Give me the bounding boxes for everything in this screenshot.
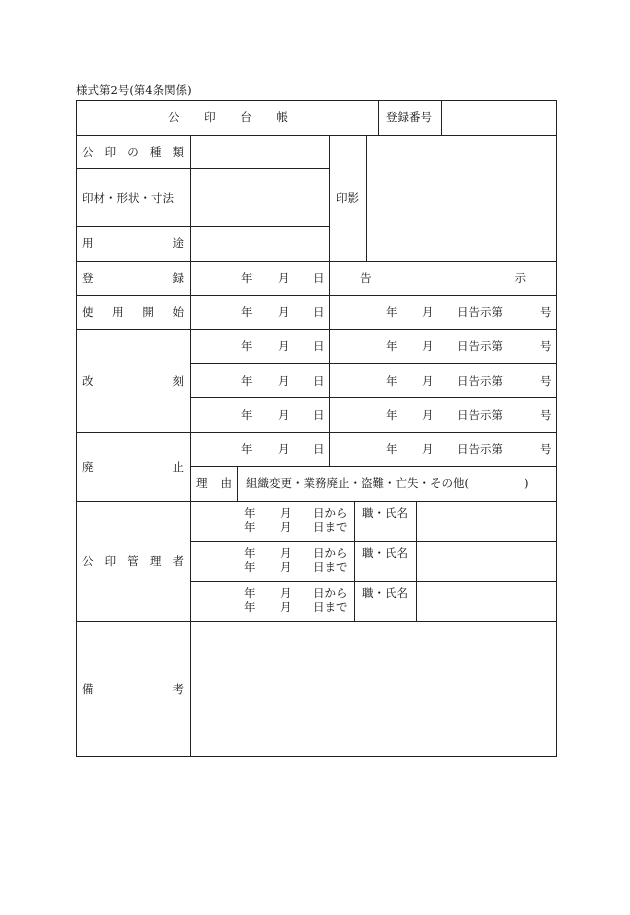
table-border-top [76, 100, 556, 101]
notice-number-suffix: 号 [540, 339, 552, 353]
notice-year: 年 [386, 408, 398, 422]
table-line [416, 501, 417, 621]
notice-month: 月 [422, 305, 434, 319]
abolish-label: 廃 止 [82, 460, 184, 474]
table-line [76, 168, 330, 169]
notice-month: 月 [422, 339, 434, 353]
table-line [190, 466, 556, 467]
recarve-label: 改 刻 [82, 374, 184, 388]
table-line [441, 100, 442, 135]
notice-number-suffix: 号 [540, 374, 552, 388]
from-year: 年 [244, 506, 256, 520]
table-border-right [556, 100, 557, 757]
ledger-title: 公 印 台 帳 [168, 110, 288, 124]
registration-number-label: 登録番号 [386, 110, 432, 124]
notice-year: 年 [386, 442, 398, 456]
table-line [190, 397, 556, 398]
position-name-label: 職・氏名 [362, 506, 408, 520]
date-day: 日 [313, 442, 325, 456]
until-month: 月 [280, 600, 292, 614]
notice-day-label: 日告示第 [457, 408, 503, 422]
table-line [76, 621, 556, 622]
date-year: 年 [241, 408, 253, 422]
table-line [378, 100, 379, 135]
from-month: 月 [280, 546, 292, 560]
date-day: 日 [313, 374, 325, 388]
date-day: 日 [313, 339, 325, 353]
date-month: 月 [278, 271, 290, 285]
notice-year: 年 [386, 305, 398, 319]
date-day: 日 [313, 305, 325, 319]
date-day: 日 [313, 408, 325, 422]
from-day: 日から [313, 506, 348, 520]
form-number: 様式第2号(第4条関係) [76, 83, 192, 97]
position-name-label: 職・氏名 [362, 586, 408, 600]
table-line [76, 295, 556, 296]
notice-month: 月 [422, 374, 434, 388]
material-shape-size-label: 印材・形状・寸法 [82, 191, 174, 205]
seal-manager-label: 公 印 管 理 者 [82, 554, 184, 568]
until-day: 日まで [313, 560, 348, 574]
table-line [366, 135, 367, 261]
date-day: 日 [313, 271, 325, 285]
use-start-label: 使 用 開 始 [82, 305, 184, 319]
registration-label: 登 録 [82, 271, 184, 285]
notice-month: 月 [422, 408, 434, 422]
until-month: 月 [280, 560, 292, 574]
notice-number-suffix: 号 [540, 408, 552, 422]
notice-year: 年 [386, 374, 398, 388]
until-year: 年 [244, 560, 256, 574]
date-month: 月 [278, 339, 290, 353]
table-line [354, 501, 355, 621]
from-year: 年 [244, 546, 256, 560]
seal-type-label: 公 印 の 種 類 [82, 145, 184, 159]
table-line [76, 501, 556, 502]
until-day: 日まで [313, 600, 348, 614]
position-name-label: 職・氏名 [362, 546, 408, 560]
remarks-label: 備 考 [82, 682, 184, 696]
from-year: 年 [244, 586, 256, 600]
table-line [76, 432, 556, 433]
notice-day-label: 日告示第 [457, 305, 503, 319]
table-line [76, 261, 556, 262]
date-month: 月 [278, 442, 290, 456]
reason-close-paren: ) [524, 476, 529, 490]
notice-day-label: 日告示第 [457, 339, 503, 353]
table-line [237, 466, 238, 501]
date-month: 月 [278, 408, 290, 422]
from-month: 月 [280, 586, 292, 600]
date-month: 月 [278, 305, 290, 319]
from-day: 日から [313, 586, 348, 600]
seal-impression-label: 印影 [336, 191, 359, 205]
until-day: 日まで [313, 520, 348, 534]
table-line [76, 226, 330, 227]
until-month: 月 [280, 520, 292, 534]
usage-label: 用 途 [82, 236, 184, 250]
table-border-bottom [76, 756, 557, 757]
notice-label: 告 示 [360, 271, 526, 285]
notice-year: 年 [386, 339, 398, 353]
notice-number-suffix: 号 [540, 305, 552, 319]
reason-options: 組織変更・業務廃止・盗難・亡失・その他( [246, 476, 469, 490]
reason-label: 理 由 [196, 476, 232, 490]
date-year: 年 [241, 374, 253, 388]
notice-month: 月 [422, 442, 434, 456]
table-border-left [76, 100, 77, 757]
notice-day-label: 日告示第 [457, 442, 503, 456]
table-line [190, 135, 191, 757]
date-year: 年 [241, 339, 253, 353]
notice-day-label: 日告示第 [457, 374, 503, 388]
from-month: 月 [280, 506, 292, 520]
date-month: 月 [278, 374, 290, 388]
from-day: 日から [313, 546, 348, 560]
date-year: 年 [241, 271, 253, 285]
until-year: 年 [244, 600, 256, 614]
table-line [76, 329, 556, 330]
table-line [190, 581, 556, 582]
table-line [329, 135, 330, 466]
table-line [190, 363, 556, 364]
notice-number-suffix: 号 [540, 442, 552, 456]
until-year: 年 [244, 520, 256, 534]
date-year: 年 [241, 305, 253, 319]
table-line [190, 541, 556, 542]
table-line [76, 135, 556, 136]
date-year: 年 [241, 442, 253, 456]
